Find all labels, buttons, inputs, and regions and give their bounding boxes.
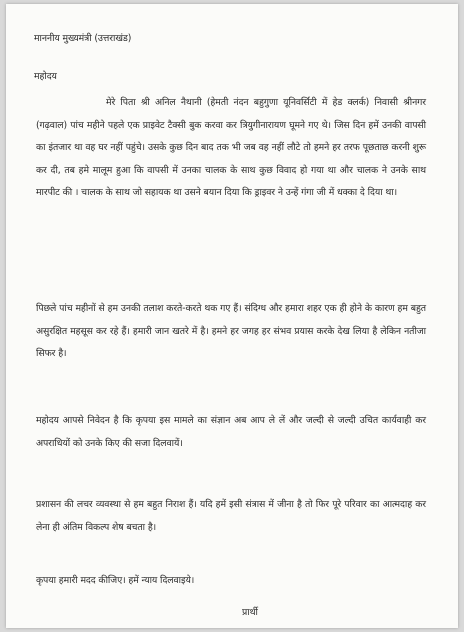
addressee: माननीय मुख्यमंत्री (उत्तराखंड) — [34, 33, 132, 44]
paragraph-4: प्रशासन की लचर व्यवस्था से हम बहुत निराश हैं। यदि हमें इसी संत्रास में जीना है तो फिर पूरे परिवार का आत्मदाह कर लेना ही अंतिम विकल्प शेष बचता है। — [36, 499, 426, 533]
paragraph-3: महोदय आपसे निवेदन है कि कृपया इस मामले का संज्ञान अब आप ले लें और जल्दी से जल्दी उचित कार्यवाही कर अपराधियों को उनके किए की सजा दिलवायें। — [36, 415, 426, 449]
paragraph-5: कृपया हमारी मदद कीजिए। हमें न्याय दिलवाइये। — [36, 575, 195, 586]
salutation: महोदय — [34, 71, 57, 82]
paragraph-2: पिछले पांच महीनों से हम उनकी तलाश करते-करते थक गए हैं। संदिग्ध और हमारा शहर एक ही होने के कारण हम बहुत असुरक्षित महसूस कर रहे हैं। हमारी जान खतरे में है। हमने हर जगह हर संभव प्रयास करके देख लिया है लेकिन नतीजा सिफर है। — [36, 303, 426, 360]
letter-page — [6, 4, 458, 628]
paragraph-1: मेरे पिता श्री अनिल नैथानी (हेमती नंदन बहुगुणा यूनिवर्सिटी में हेड क्लर्क) निवासी श्रीनगर (गढ़वाल) पांच महीने पहले एक प्राइवेट टैक्सी बुक करवा कर त्रियुगीनारायण घूमने गए थे। जिस दिन हमें उनकी वापसी का इंतजार था वह घर नहीं पहुंचे। उसके कुछ दिन बाद तक भी जब वह नहीं लौटे तो हमने हर तरफ पूछताछ करनी शुरू कर दी, तब हमे मालूम हुआ कि वापसी में उनका चालक के साथ कुछ विवाद हो गया था और चालक ने उनके साथ मारपीट की । चालक के साथ जो सहायक था उसने बयान दिया कि ड्राइवर ने उन्हें गंगा जी में धक्का दे दिया था। — [36, 97, 426, 199]
signature: प्रार्थी — [242, 607, 258, 618]
